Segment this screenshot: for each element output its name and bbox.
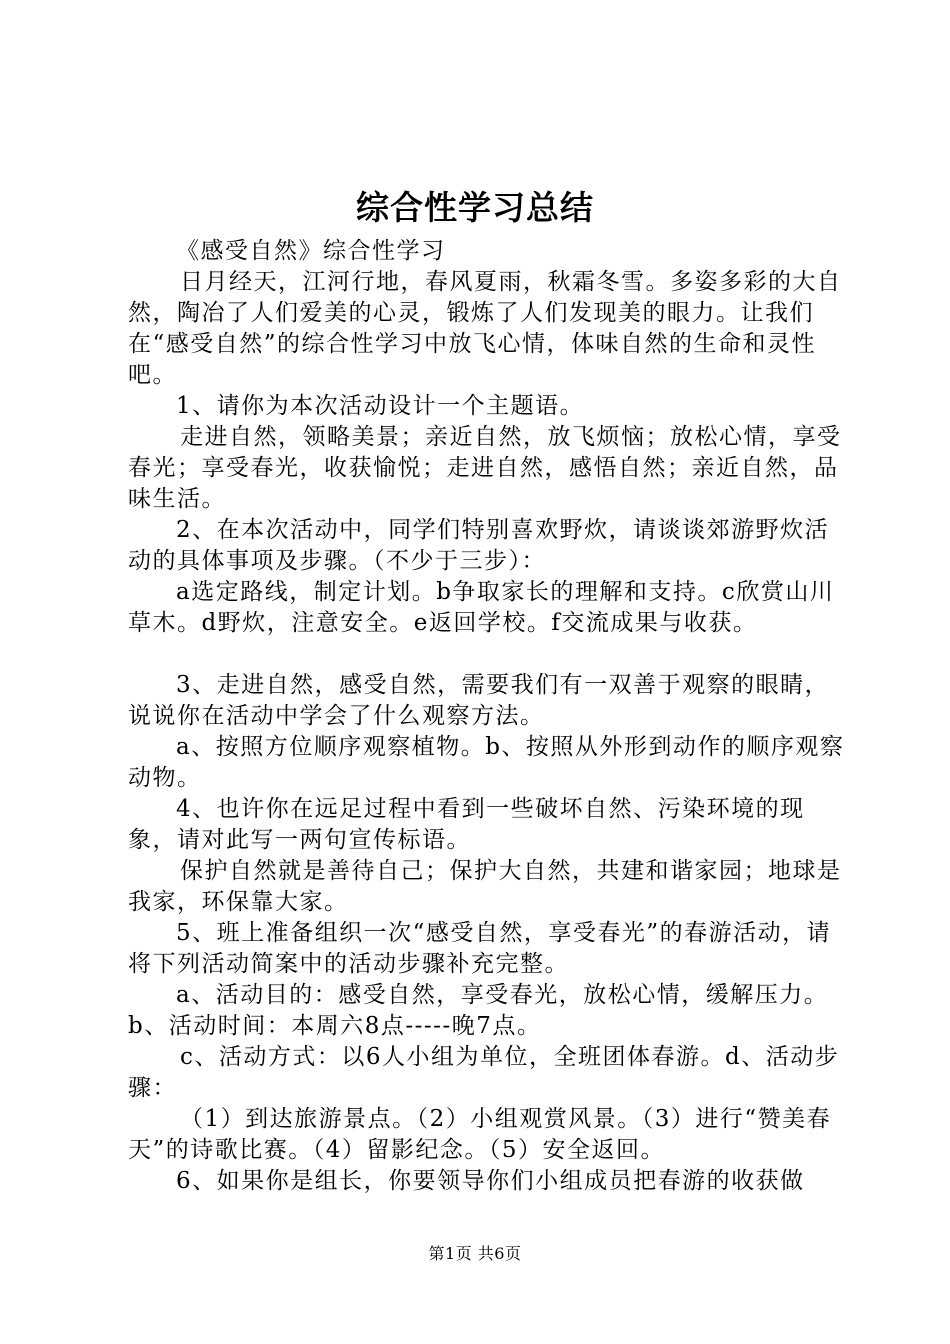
answer-1: 走进自然，领略美景；亲近自然，放飞烦恼；放松心情，享受春光；享受春光，收获愉悦；走进自然，感悟自然；亲近自然，品味生活。 (128, 424, 842, 512)
answer-2: a选定路线，制定计划。b争取家长的理解和支持。c欣赏山川草木。d野炊，注意安全。e返回学校。f交流成果与收获。 (128, 579, 835, 636)
page-footer: 第1页 共6页 (428, 1244, 522, 1263)
answer-5-part-2: c、活动方式：以6人小组为单位，全班团体春游。d、活动步骤： (128, 1044, 840, 1101)
question-3: 3、走进自然，感受自然，需要我们有一双善于观察的眼睛，说说你在活动中学会了什么观察方法。 (128, 672, 830, 729)
answer-3: a、按照方位顺序观察植物。b、按照从外形到动作的顺序观察动物。 (128, 734, 845, 791)
question-6: 6、如果你是组长，你要领导你们小组成员把春游的收获做 (176, 1168, 805, 1194)
question-4: 4、也许你在远足过程中看到一些破坏自然、污染环境的现象，请对此写一两句宣传标语。 (128, 796, 805, 853)
intro-paragraph: 日月经天，江河行地，春风夏雨，秋霜冬雪。多姿多彩的大自然，陶冶了人们爱美的心灵，锻炼了人们发现美的眼力。让我们在“感受自然”的综合性学习中放飞心情，体味自然的生命和灵性吧。 (128, 269, 842, 388)
answer-5-steps: （1）到达旅游景点。（2）小组观赏风景。（3）进行“赞美春天”的诗歌比赛。（4）留影纪念。（5）安全返回。 (128, 1106, 832, 1163)
question-2: 2、在本次活动中，同学们特别喜欢野炊，请谈谈郊游野炊活动的具体事项及步骤。（不少于三步）： (128, 517, 830, 574)
document-body (128, 236, 848, 1197)
document-title: 综合性学习总结 (356, 188, 594, 227)
answer-4: 保护自然就是善待自己；保护大自然，共建和谐家园；地球是我家，环保靠大家。 (128, 858, 842, 915)
blank-line (128, 639, 848, 670)
subtitle-paragraph: 《感受自然》综合性学习 (176, 238, 446, 264)
question-5: 5、班上准备组织一次“感受自然，享受春光”的春游活动，请将下列活动简案中的活动步骤补充完整。 (128, 920, 832, 977)
question-1: 1、请你为本次活动设计一个主题语。 (176, 393, 585, 419)
answer-5-part-1: a、活动目的：感受自然，享受春光，放松心情，缓解压力。b、活动时间：本周六8点-----晚7点。 (128, 982, 829, 1039)
